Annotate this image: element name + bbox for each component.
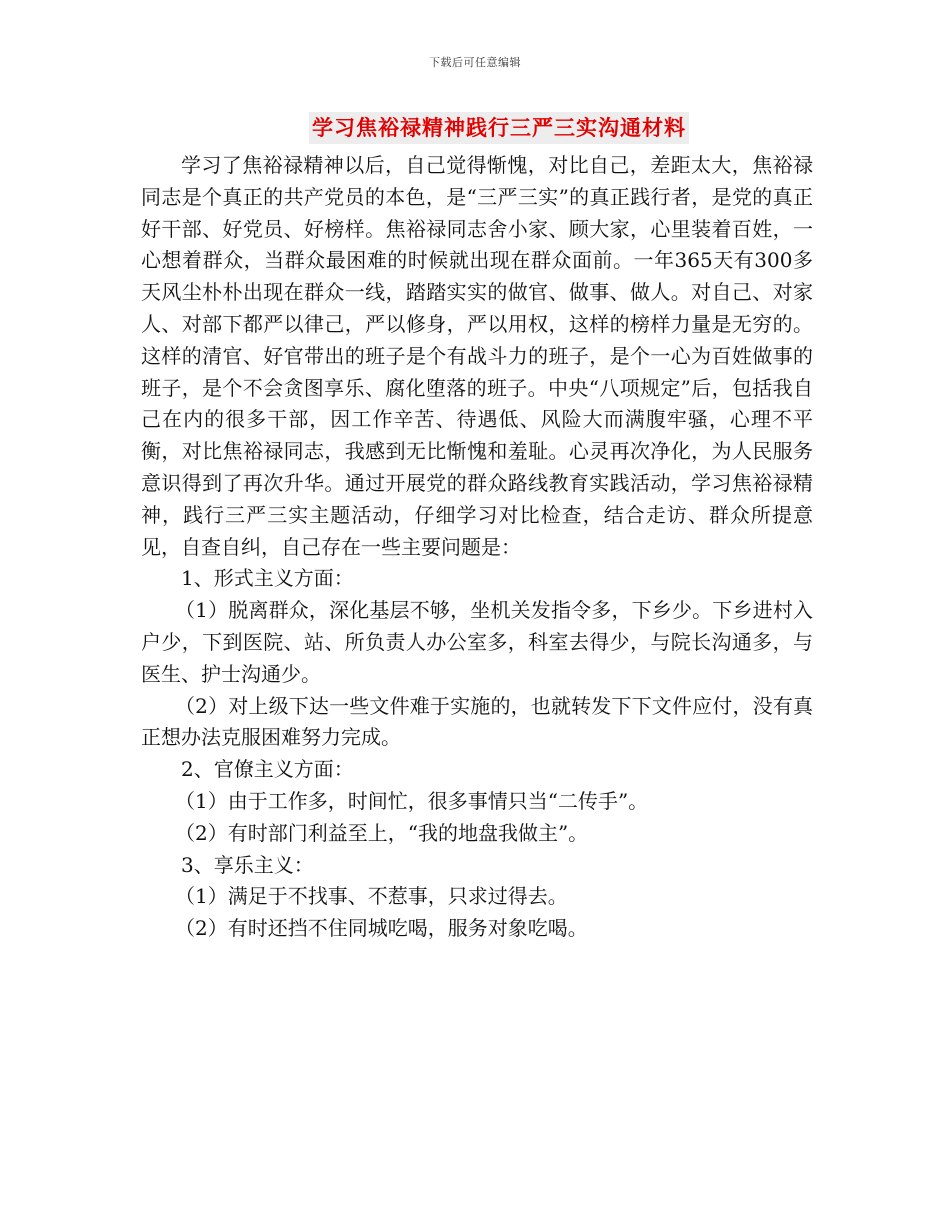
document-body (141, 150, 813, 945)
item-paragraph: （2）有时部门利益至上，“我的地盘我做主”。 (175, 820, 589, 845)
item-paragraph: （1）脱离群众，深化基层不够，坐机关发指令多，下乡少。下乡进村入户少，下到医院、站、所负责人办公室多，科室去得少，与院长沟通多，与医生、护士沟通少。 (141, 598, 813, 686)
item-paragraph: （1）由于工作多，时间忙，很多事情只当“二传手”。 (175, 788, 649, 813)
item-paragraph: （2）对上级下达一些文件难于实施的，也就转发下下文件应付，没有真正想办法克服困难努力完成。 (141, 693, 813, 750)
item-paragraph: （1）满足于不找事、不惹事，只求过得去。 (175, 884, 568, 909)
document-title: 学习焦裕禄精神践行三严三实沟通材料 (309, 112, 689, 144)
section-heading-bureaucratism: 2、官僚主义方面： (181, 757, 354, 782)
title-container (0, 112, 950, 144)
section-heading-formalism: 1、形式主义方面： (181, 566, 354, 591)
item-paragraph: （2）有时还挡不住同城吃喝，服务对象吃喝。 (175, 916, 588, 941)
intro-paragraph: 学习了焦裕禄精神以后，自己觉得惭愧，对比自己，差距太大，焦裕禄同志是个真正的共产党员的本色，是“三严三实”的真正践行者，是党的真正好干部、好党员、好榜样。焦裕禄同志舍小家、顾大家，心里装着百姓，一心想着群众，当群众最困难的时候就出现在群众面前。一年365天有300多天风尘朴朴出现在群众一线，踏踏实实的做官、做事、做人。对自己、对家人、对部下都严以律己，严以修身，严以用权，这样的榜样力量是无穷的。这样的清官、好官带出的班子是个有战斗力的班子，是个一心为百姓做事的班子，是个不会贪图享乐、腐化堕落的班子。中央“八项规定”后，包括我自己在内的很多干部，因工作辛苦、待遇低、风险大而满腹牢骚，心理不平衡，对比焦裕禄同志，我感到无比惭愧和羞耻。心灵再次净化，为人民服务意识得到了再次升华。通过开展党的群众路线教育实践活动，学习焦裕禄精神，践行三严三实主题活动，仔细学习对比检查，结合走访、群众所提意见，自查自纠，自己存在一些主要问题是： (141, 153, 813, 559)
header-note: 下载后可任意编辑 (429, 56, 521, 69)
section-heading-hedonism: 3、享乐主义： (181, 852, 314, 877)
